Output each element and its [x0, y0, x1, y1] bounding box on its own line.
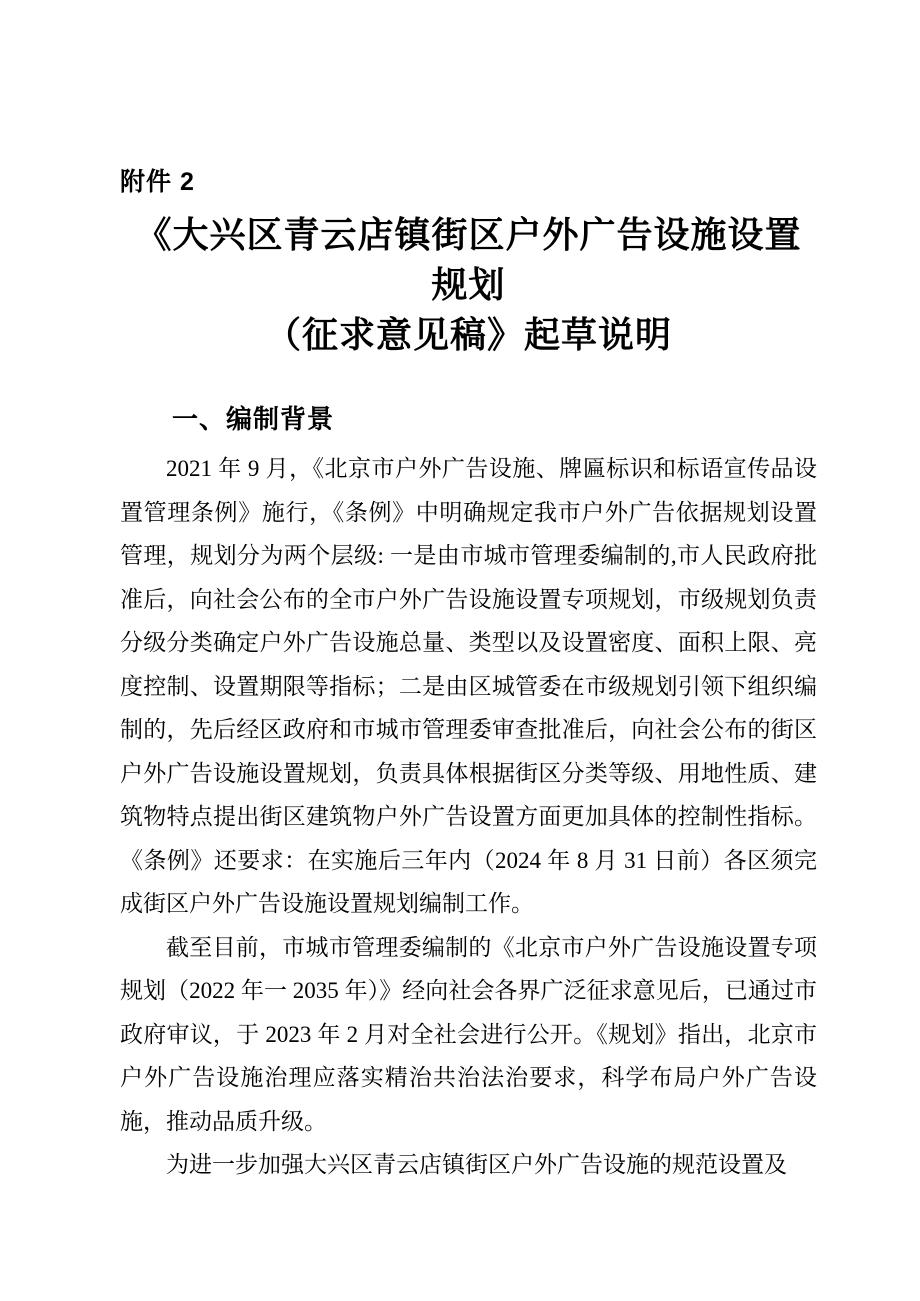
section-heading: 一、编制背景: [172, 404, 335, 434]
document-page: [120, 0, 817, 1187]
document-title: [120, 210, 817, 360]
document-title-line-2: （征求意见稿》起草说明: [264, 314, 672, 355]
paragraph-2: 截至目前，市城市管理委编制的《北京市户外广告设施设置专项规划（2022 年一 2035 年）》经向社会各界广泛征求意见后，已通过市政府审议，于 2023 年 2 月对全社会进行公开。《规划》指出，北京市户外广告设施治理应落实精治共治法治要求，科学布局户外广告设施，推动品质升级。: [120, 934, 817, 1134]
attachment-label: 附件 2: [120, 168, 195, 196]
paragraph-1: 2021 年 9 月，《北京市户外广告设施、牌匾标识和标语宣传品设置管理条例》施行，《条例》中明确规定我市户外广告依据规划设置管理，规划分为两个层级: 一是由市城市管理委编制的,市人民政府批准后，向社会公布的全市户外广告设施设置专项规划，市级规划负责分级分类确定户外广告设施总量、类型以及设置密度、面积上限、亮度控制、设置期限等指标；二是由区城管委在市级规划引领下组织编制的，先后经区政府和市城市管理委审查批准后，向社会公布的街区户外广告设施设置规划，负责具体根据街区分类等级、用地性质、建筑物特点提出街区建筑物户外广告设置方面更加具体的控制性指标。《条例》还要求：在实施后三年内（2024 年 8 月 31 日前）各区须完成街区户外广告设施设置规划编制工作。: [120, 456, 817, 916]
paragraph-3: 为进一步加强大兴区青云店镇街区户外广告设施的规范设置及: [166, 1152, 787, 1177]
document-body: [120, 447, 817, 1187]
document-title-line-1: 《大兴区青云店镇街区户外广告设施设置规划: [135, 214, 802, 305]
